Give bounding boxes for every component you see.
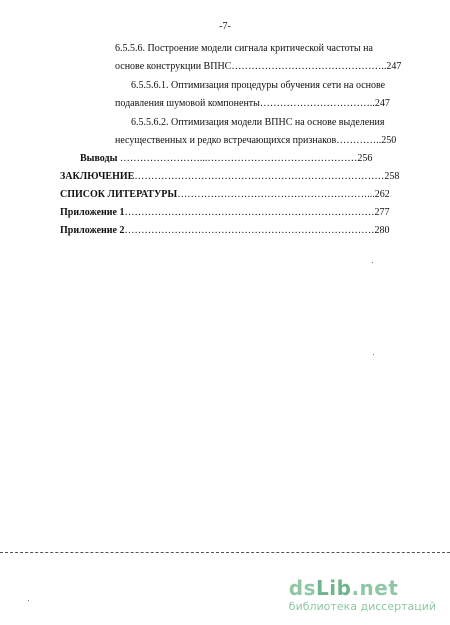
toc-entry-6-5-5-6-line1 xyxy=(115,42,407,55)
watermark-logo: dsLib.net xyxy=(288,576,399,600)
toc-leader-dots: ……………………………………… xyxy=(231,61,382,72)
toc-entry-6-5-5-6-1-line1 xyxy=(131,79,417,92)
toc-page-number: ..247 xyxy=(381,61,402,72)
toc-page-number: 262 xyxy=(374,189,390,200)
toc-entry-appendix-2 xyxy=(60,224,420,237)
toc-entry-references xyxy=(60,188,420,201)
toc-entry-text: основе конструкции ВПНС xyxy=(115,61,232,72)
toc-page-number: ..250 xyxy=(376,135,397,146)
toc-entry-text: 6.5.5.6.1. Оптимизация процедуры обучения сети на основе xyxy=(131,80,386,91)
toc-leader-dots: ………………………………………………………………… xyxy=(124,207,375,218)
toc-entry-final xyxy=(60,170,420,183)
scan-speck xyxy=(373,354,374,355)
page-number: -7- xyxy=(219,21,231,32)
toc-leader-dots: ………………………………………………………………… xyxy=(134,171,385,182)
toc-leader-dots: ………………………………………………………………… xyxy=(124,225,375,236)
toc-entry-text: несущественных и редко встречающихся признаков xyxy=(115,135,337,146)
toc-page-number: 280 xyxy=(374,225,390,236)
toc-leader-dots: ……………………...……………………………………… xyxy=(119,153,358,164)
toc-entry-text: Выводы xyxy=(80,153,118,164)
toc-entry-text: 6.5.5.6.2. Оптимизация модели ВПНС на основе выделения xyxy=(131,117,385,128)
scan-speck xyxy=(28,600,29,601)
toc-leader-dots: ………… xyxy=(336,135,377,146)
watermark-subtitle: библиотека диссертаций xyxy=(288,600,436,613)
toc-page-number: ..247 xyxy=(369,98,390,109)
toc-entry-appendix-1 xyxy=(60,206,420,219)
toc-page-number: 277 xyxy=(374,207,390,218)
toc-leader-dots: …………………………… xyxy=(259,98,370,109)
toc-entry-6-5-5-6-2-line1 xyxy=(131,116,417,129)
toc-entry-conclusions xyxy=(80,152,420,165)
toc-entry-text: подавления шумовой компоненты xyxy=(115,98,260,109)
toc-entry-6-5-5-6-2-line2 xyxy=(115,134,415,147)
toc-page-number: 258 xyxy=(384,171,400,182)
toc-entry-text: Приложение 1 xyxy=(60,207,125,218)
page-bottom-rule xyxy=(0,552,450,553)
watermark[interactable] xyxy=(289,577,436,613)
scan-speck xyxy=(372,262,373,263)
toc-entry-text: ЗАКЛЮЧЕНИЕ xyxy=(60,171,135,182)
toc-entry-text: СПИСОК ЛИТЕРАТУРЫ xyxy=(60,189,178,200)
toc-entry-text: Приложение 2 xyxy=(60,225,125,236)
toc-entry-text: 6.5.5.6. Построение модели сигнала критической частоты на xyxy=(115,43,373,54)
toc-entry-6-5-5-6-line2 xyxy=(115,60,407,73)
toc-page-number: 256 xyxy=(357,153,373,164)
toc-leader-dots: …………………………………………………... xyxy=(177,189,375,200)
toc-entry-6-5-5-6-1-line2 xyxy=(115,97,415,110)
